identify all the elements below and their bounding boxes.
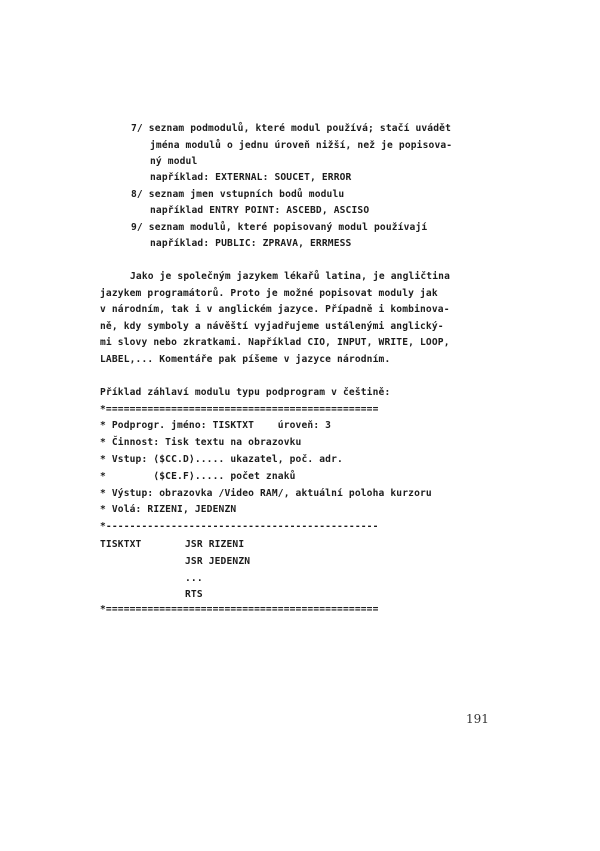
list-item-7-line-1: 7/ seznam podmodulů, které modul používá; stačí uvádět [131, 123, 451, 134]
code-instr-2: JSR JEDENZN [185, 556, 251, 567]
code-instr-4: RTS [185, 589, 203, 600]
list-item-7-line-4: například: EXTERNAL: SOUCET, ERROR [150, 172, 352, 183]
comment-output-line: * Výstup: obrazovka /Video RAM/, aktuální poloha kurzoru [100, 488, 432, 499]
comment-activity-line: * Činnost: Tisk textu na obrazovku [100, 437, 302, 448]
example-heading: Příklad záhlaví modulu typu podprogram v češtině: [100, 387, 391, 398]
comment-calls-line: * Volá: RIZENI, JEDENZN [100, 504, 237, 515]
comment-input-line-2: * ⟨$CE.F⟩..... počet znaků [100, 471, 296, 482]
list-item-9-line-1: 9/ seznam modulů, které popisovaný modul používají [131, 222, 428, 233]
paragraph-line-3: v národním, tak i v anglickém jazyce. Případně i kombinova- [100, 304, 450, 315]
page-number: 191 [466, 712, 489, 726]
list-item-9-line-2: například: PUBLIC: ZPRAVA, ERRMESS [150, 238, 352, 249]
rule-mid: *---------------------------------------------- [100, 521, 379, 532]
paragraph-line-1: Jako je společným jazykem lékařů latina, je angličtina [130, 271, 450, 282]
list-item-8-line-2: například ENTRY POINT: ASCEBD, ASCISO [150, 205, 370, 216]
list-item-7-line-3: ný modul [150, 156, 198, 167]
rule-top: *============================================== [100, 404, 379, 415]
comment-input-line-1: * Vstup: ⟨$CC.D⟩..... ukazatel, poč. adr. [100, 454, 343, 465]
paragraph-line-4: ně, kdy symboly a návěští vyjadřujeme ustálenými anglický- [100, 321, 444, 332]
list-item-8-line-1: 8/ seznam jmen vstupních bodů modulu [131, 189, 345, 200]
paragraph-line-5: mi slovy nebo zkratkami. Například CIO, INPUT, WRITE, LOOP, [100, 337, 450, 348]
code-label: TISKTXT [100, 539, 142, 550]
comment-name-line: * Podprogr. jméno: TISKTXT úroveň: 3 [100, 420, 332, 431]
rule-bottom: *============================================== [100, 604, 379, 615]
code-instr-3: ... [185, 573, 203, 584]
list-item-7-line-2: jména modulů o jednu úroveň nižší, než je popisova- [150, 140, 453, 151]
paragraph-line-2: jazykem programátorů. Proto je možné popisovat moduly jak [100, 288, 438, 299]
paragraph-line-6: LABEL,... Komentáře pak píšeme v jazyce národním. [100, 354, 391, 365]
code-instr-1: JSR RIZENI [185, 539, 245, 550]
